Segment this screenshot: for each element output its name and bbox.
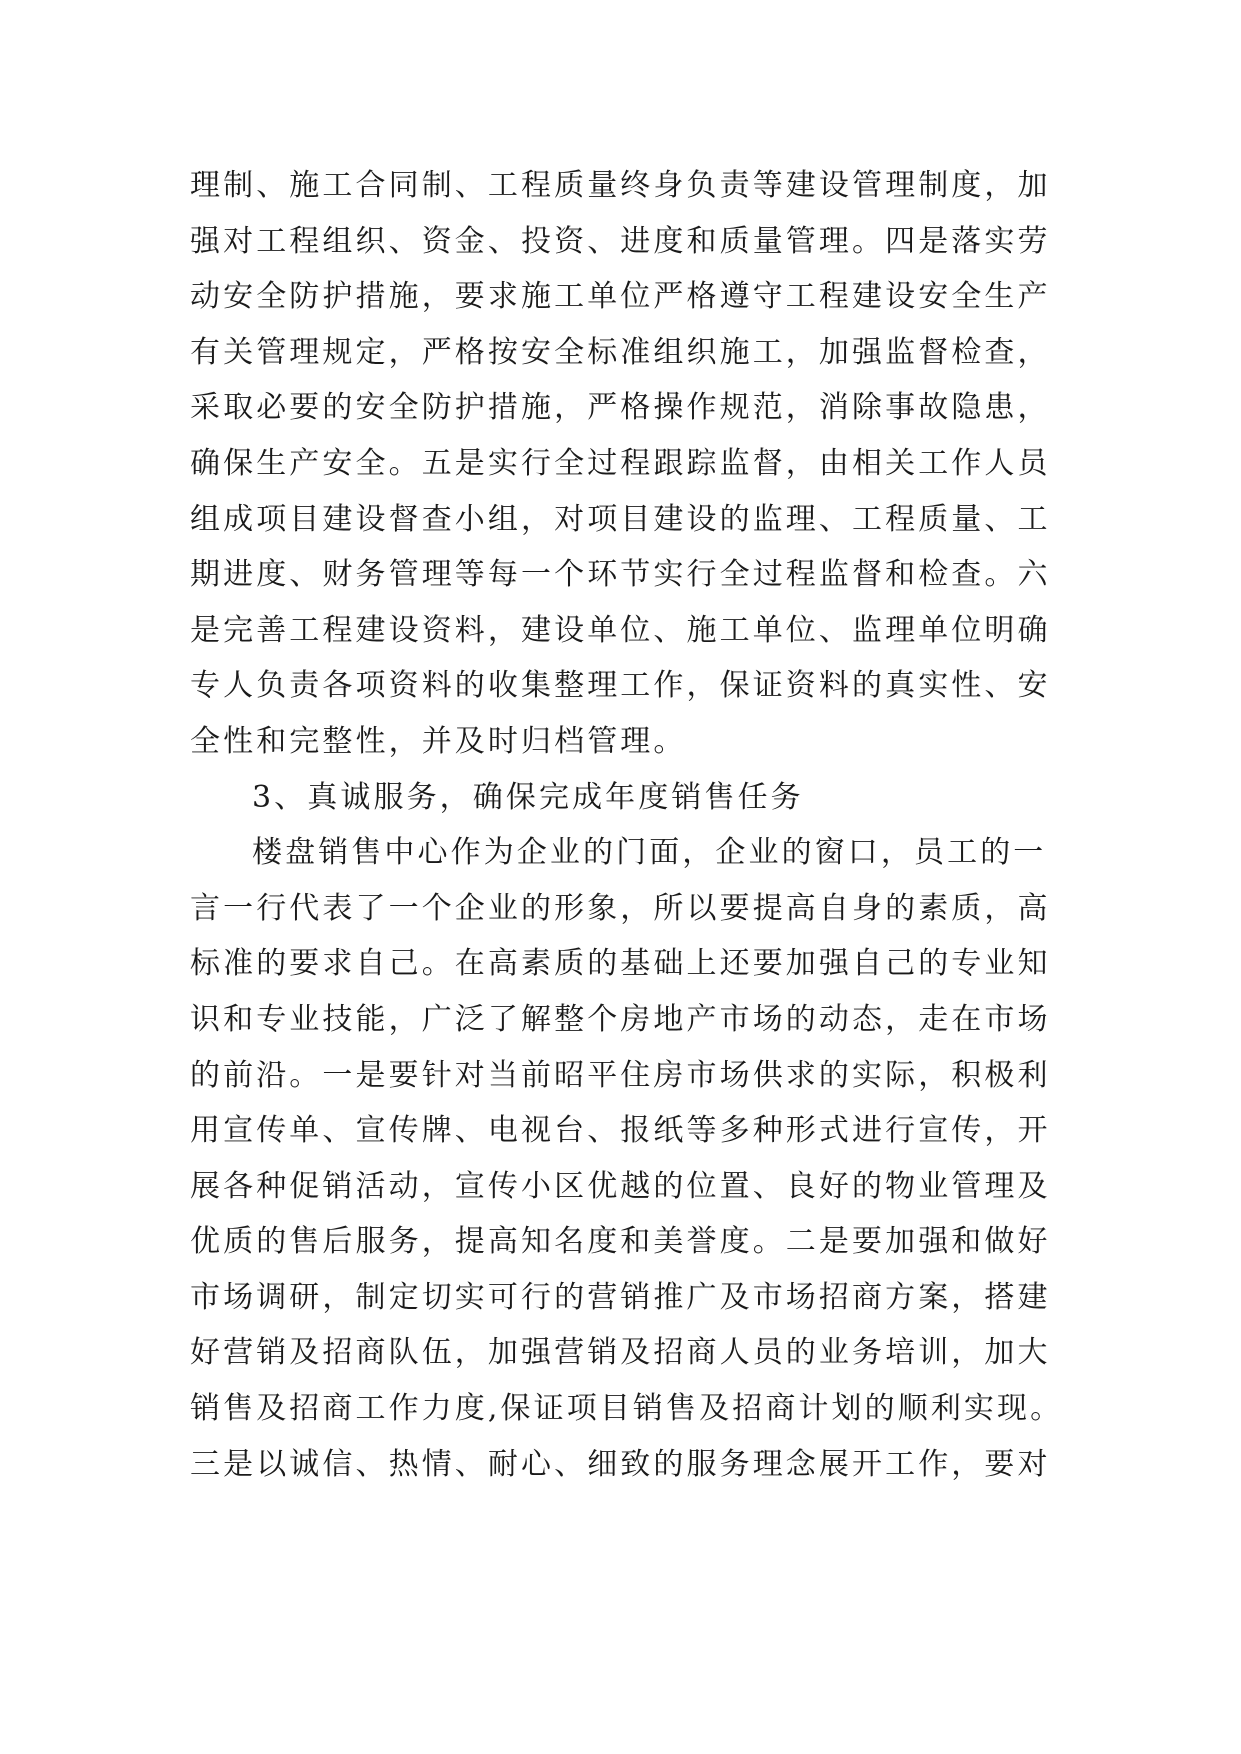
text-line: 强对工程组织、资金、投资、进度和质量管理。四是落实劳 [190, 223, 1051, 259]
text-line: 是完善工程建设资料，建设单位、施工单位、监理单位明确 [190, 612, 1051, 648]
body-text [190, 158, 1064, 1492]
text-line: 言一行代表了一个企业的形象，所以要提高自身的素质，高 [190, 890, 1051, 926]
text-line: 全性和完整性，并及时归档管理。 [190, 723, 687, 759]
text-line: 识和专业技能，广泛了解整个房地产市场的动态，走在市场 [190, 1001, 1051, 1037]
paragraph-first-line: 楼盘销售中心作为企业的门面，企业的窗口，员工的一 [252, 835, 1047, 871]
text-line: 有关管理规定，严格按安全标准组织施工，加强监督检查， [190, 334, 1051, 370]
text-line: 的前沿。一是要针对当前昭平住房市场供求的实际，积极利 [190, 1057, 1051, 1093]
text-line: 确保生产安全。五是实行全过程跟踪监督，由相关工作人员 [190, 445, 1051, 481]
text-line: 专人负责各项资料的收集整理工作，保证资料的真实性、安 [190, 668, 1051, 704]
text-line: 标准的要求自己。在高素质的基础上还要加强自己的专业知 [190, 946, 1051, 982]
text-line: 理制、施工合同制、工程质量终身负责等建设管理制度，加 [190, 168, 1051, 203]
text-line: 采取必要的安全防护措施，严格操作规范，消除事故隐患， [190, 390, 1051, 426]
text-line: 优质的售后服务，提高知名度和美誉度。二是要加强和做好 [190, 1224, 1051, 1260]
text-line: 动安全防护措施，要求施工单位严格遵守工程建设安全生产 [190, 279, 1051, 315]
text-line: 好营销及招商队伍，加强营销及招商人员的业务培训，加大 [190, 1335, 1051, 1371]
text-line: 用宣传单、宣传牌、电视台、报纸等多种形式进行宣传，开 [190, 1113, 1051, 1149]
text-line: 三是以诚信、热情、耐心、细致的服务理念展开工作，要对 [190, 1446, 1051, 1482]
text-line: 期进度、财务管理等每一个环节实行全过程监督和检查。六 [190, 557, 1051, 593]
text-line: 市场调研，制定切实可行的营销推广及市场招商方案，搭建 [190, 1279, 1051, 1315]
text-line: 销售及招商工作力度,保证项目销售及招商计划的顺利实现。 [190, 1391, 1064, 1427]
text-line: 展各种促销活动，宣传小区优越的位置、良好的物业管理及 [190, 1168, 1051, 1204]
text-line: 组成项目建设督查小组，对项目建设的监理、工程质量、工 [190, 501, 1051, 537]
section-heading: 3、真诚服务，确保完成年度销售任务 [252, 779, 804, 815]
